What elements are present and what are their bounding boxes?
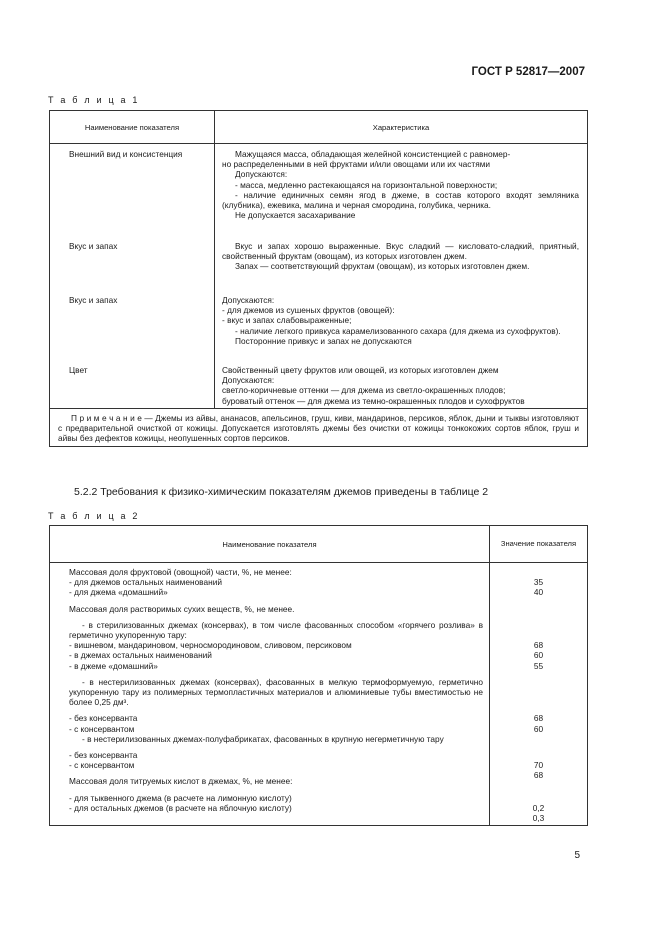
table1-text-line: буроватый оттенок — для джема из темно-окрашенных плодов и сухофруктов	[222, 395, 525, 406]
table1-note	[50, 408, 588, 447]
table2-row-name: - в джеме «домашний»	[69, 660, 158, 671]
table1-text-line: Запах — соответствующий фруктам (овощам), из которых изготовлен джем.	[235, 261, 530, 272]
table2-row-name: - с консервантом	[69, 760, 135, 771]
table2-row-value: 60	[533, 723, 544, 734]
table1-row-chars	[222, 149, 579, 241]
table2-row-name: Массовая доля фруктовой (овощной) части, %, не менее:	[69, 567, 292, 577]
table2-label: Т а б л и ц а 2	[48, 511, 140, 521]
table1	[49, 110, 588, 447]
table1-text-line: - для джемов из сушеных фруктов (овощей):	[222, 305, 395, 316]
table2-row-value: 70	[533, 760, 544, 771]
table1-row-name: Внешний вид и консистенция	[69, 149, 183, 159]
table2-header-name: Наименование показателя	[50, 526, 490, 563]
table2-row-name: - для джемов остальных наименований	[69, 577, 222, 588]
table2-row-value: 35	[533, 577, 544, 588]
table2-names-cell	[50, 563, 490, 826]
page-number: 5	[574, 850, 580, 861]
table1-text-line: Не допускается засахаривание	[235, 210, 356, 221]
table2-row-name: - в нестерилизованных джемах (консервах), фасованных в мелкую термоформуемую, герметично укупоренную тару из полимерных термопластичных материалов и алюминиевые тубы вместимостью не более 0,25 дм³.	[69, 676, 483, 708]
document-header-standard: ГОСТ Р 52817—2007	[471, 66, 585, 78]
table2-row-value: 0,3	[532, 813, 545, 824]
table2-row-value: 55	[533, 660, 544, 671]
table1-header-characteristic: Характеристика	[215, 111, 588, 144]
table2-row-name: - вишневом, мандариновом, черносмородиновом, сливовом, персиковом	[69, 640, 352, 651]
section-5-2-2: 5.2.2 Требования к физико-химическим показателям джемов приведены в таблице 2	[74, 486, 489, 498]
table2-row-value: 40	[533, 587, 544, 598]
table1-text-line: Допускаются:	[222, 295, 275, 305]
table2-row-name: - без консерванта	[69, 713, 138, 724]
table1-note-text: — Джемы из айвы, ананасов, апельсинов, груш, киви, мандаринов, персиков, яблок, дыни и тыквы изготовляют с предварительной очисткой от кожицы. Допускается изготовлять джемы без очистки от кожицы тонкокожих сортов яблок, груш и айвы без дефектов кожицы, неопушенных сортов персиков.	[58, 412, 580, 444]
table2-row-value: 68	[533, 713, 544, 724]
table1-row-chars	[222, 295, 579, 365]
table2-row-name: - для остальных джемов (в расчете на яблочную кислоту)	[69, 802, 292, 813]
table1-text-line: - масса, медленно растекающаяся на горизонтальной поверхности;	[235, 179, 498, 190]
table1-label: Т а б л и ц а 1	[48, 95, 140, 105]
table1-row-name: Вкус и запах	[69, 241, 118, 251]
table2-row-name: - с консервантом	[69, 723, 135, 734]
table1-row-name: Цвет	[69, 365, 88, 375]
table1-text-line: - наличие единичных семян ягод в джеме, в состав которого входят земляника (клубника), ежевика, малина и черная смородина, голубика, черника.	[222, 189, 579, 211]
table2-row-name: - для джема «домашний»	[69, 587, 168, 598]
table2-values-cell	[490, 563, 588, 826]
table2-row-name: - для тыквенного джема (в расчете на лимонную кислоту)	[69, 792, 292, 803]
table1-text-line: Вкус и запах хорошо выраженные. Вкус сладкий — кисловато-сладкий, приятный, свойственный фруктам (овощам), из которых изготовлен джем.	[222, 241, 579, 262]
table1-chars-cell	[215, 144, 588, 409]
table1-note-label: П р и м е ч а н и е	[71, 412, 142, 423]
table2	[49, 525, 588, 826]
table1-text-line: Допускаются:	[222, 375, 275, 386]
table1-text-line: но распределенными в ней фруктами и/или овощами или их частями	[222, 159, 491, 170]
table1-names-cell	[50, 144, 215, 409]
table1-text-line: - вкус и запах слабовыраженные;	[222, 315, 352, 326]
table1-row-name: Вкус и запах	[69, 295, 118, 305]
table2-row-value: 0,2	[532, 802, 545, 813]
table1-header-name: Наименование показателя	[50, 111, 215, 144]
table2-row-name: Массовая доля титруемых кислот в джемах, %, не менее:	[69, 776, 293, 787]
table1-text-line: Допускаются:	[235, 169, 288, 180]
table1-text-line: Мажущаяся масса, обладающая желейной консистенцией с равномер-	[235, 149, 511, 159]
table1-row-chars	[222, 365, 579, 406]
table2-row-name: - в стерилизованных джемах (консервах), в том числе фасованных способом «горячего розлива» в герметично укупоренную тару:	[69, 619, 483, 641]
table2-row-value: 68	[533, 640, 544, 651]
table1-text-line: - наличие легкого привкуса карамелизованного сахара (для джема из сухофруктов).	[235, 325, 561, 336]
table2-row-value: 60	[533, 650, 544, 661]
table2-row-name: - в нестерилизованных джемах-полуфабрикатах, фасованных в крупную негерметичную тару	[82, 733, 444, 744]
table1-text-line: Свойственный цвету фруктов или овощей, из которых изготовлен джем	[222, 365, 499, 375]
table2-row-name: - без консерванта	[69, 750, 138, 761]
table2-row-name: Массовая доля растворимых сухих веществ, %, не менее.	[69, 603, 295, 614]
table2-header-value: Значение показателя	[490, 526, 588, 563]
table2-row-name: - в джемах остальных наименований	[69, 650, 212, 661]
table1-text-line: Посторонние привкус и запах не допускаются	[235, 335, 412, 346]
table1-text-line: светло-коричневые оттенки — для джема из светло-окрашенных плодов;	[222, 385, 506, 396]
table1-row-chars	[222, 241, 579, 295]
table2-row-value: 68	[533, 770, 544, 781]
